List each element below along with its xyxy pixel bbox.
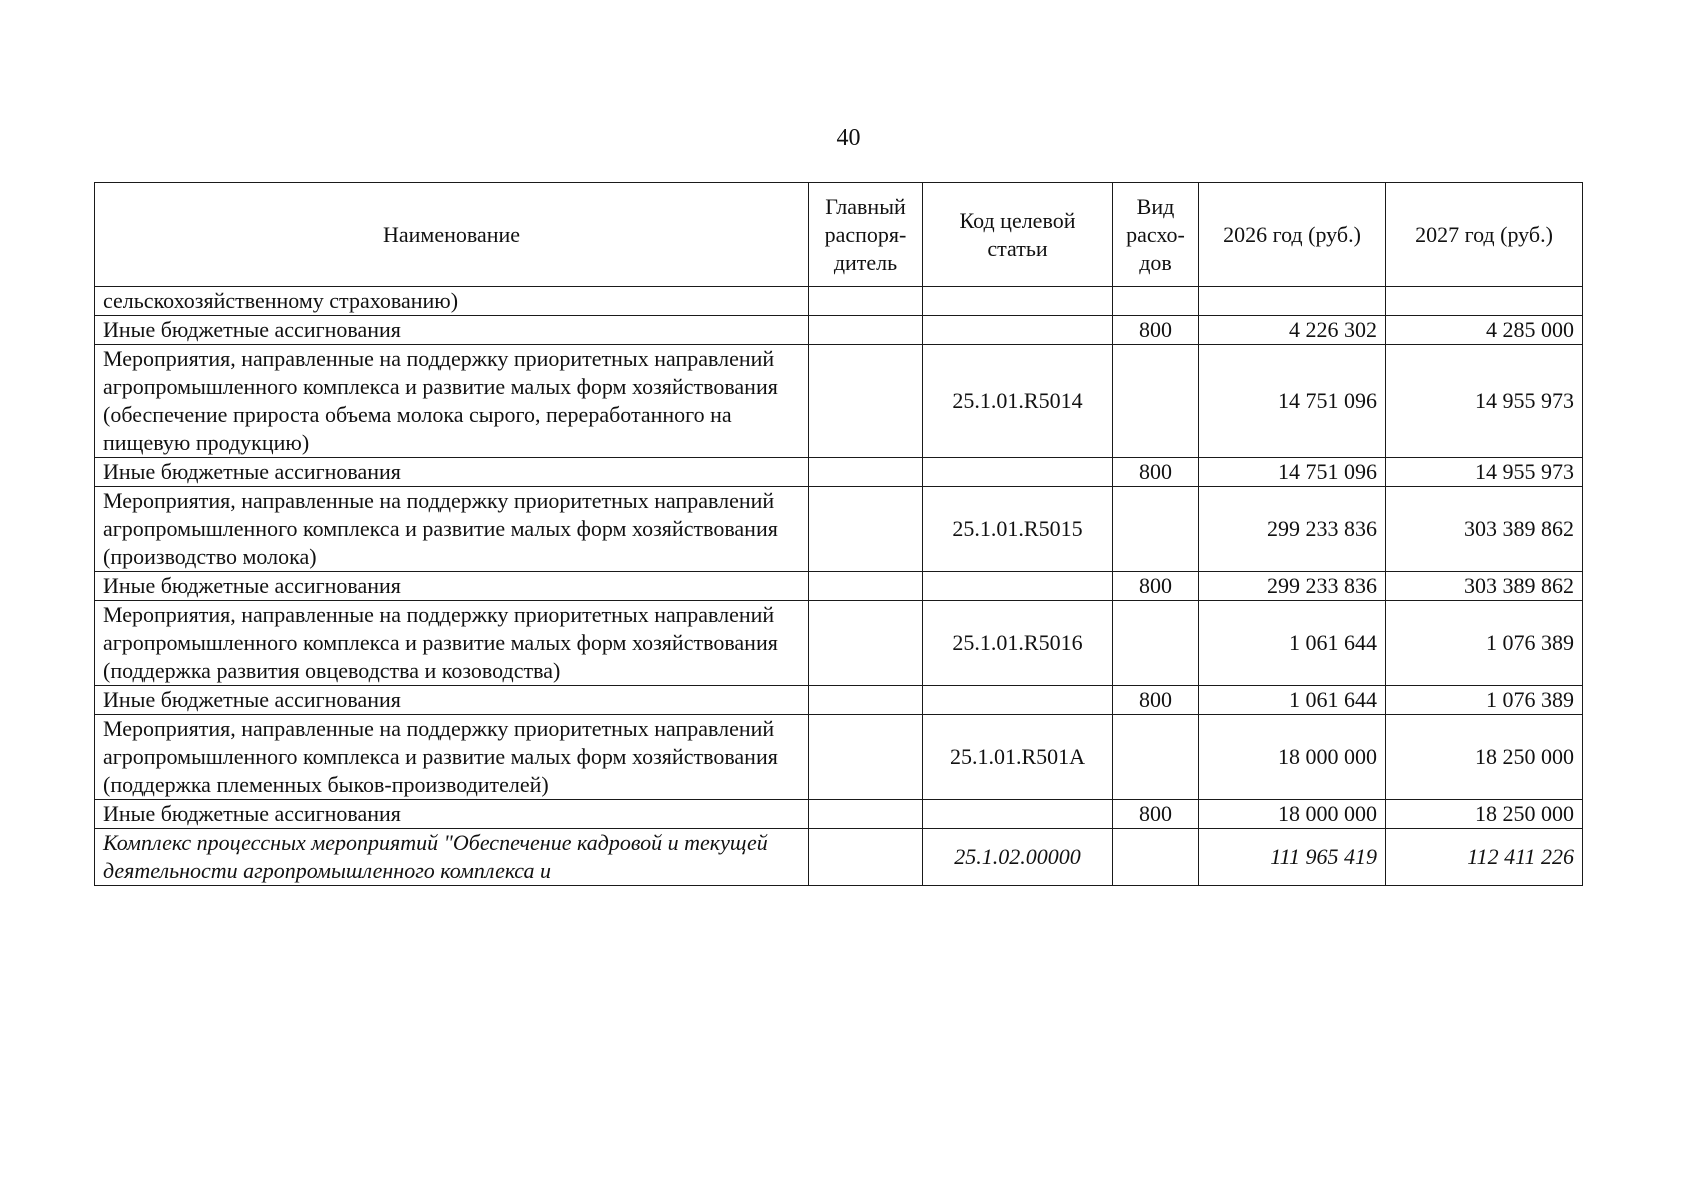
cell-manager (809, 572, 923, 601)
cell-2027: 303 389 862 (1386, 487, 1583, 572)
cell-code (923, 316, 1113, 345)
header-manager: Главный распоря-дитель (809, 183, 923, 287)
header-2026: 2026 год (руб.) (1199, 183, 1386, 287)
cell-code: 25.1.01.R5014 (923, 345, 1113, 458)
cell-type: 800 (1113, 686, 1199, 715)
cell-manager (809, 458, 923, 487)
cell-name: Мероприятия, направленные на поддержку приоритетных направлений агропромышленного комплекса и развитие малых форм хозяйствования (поддержка племенных быков-производителей) (95, 715, 809, 800)
cell-type (1113, 715, 1199, 800)
cell-code (923, 458, 1113, 487)
cell-type (1113, 487, 1199, 572)
cell-code (923, 686, 1113, 715)
cell-type: 800 (1113, 800, 1199, 829)
table-row (95, 487, 1583, 572)
cell-name: Иные бюджетные ассигнования (95, 572, 809, 601)
table-row (95, 572, 1583, 601)
cell-2026: 18 000 000 (1199, 800, 1386, 829)
cell-2027: 14 955 973 (1386, 345, 1583, 458)
cell-2026: 299 233 836 (1199, 572, 1386, 601)
cell-2026 (1199, 287, 1386, 316)
table-header-row (95, 183, 1583, 287)
cell-name: Иные бюджетные ассигнования (95, 458, 809, 487)
cell-name: Мероприятия, направленные на поддержку приоритетных направлений агропромышленного комплекса и развитие малых форм хозяйствования (производство молока) (95, 487, 809, 572)
cell-2026: 4 226 302 (1199, 316, 1386, 345)
cell-name: сельскохозяйственному страхованию) (95, 287, 809, 316)
cell-2027: 1 076 389 (1386, 686, 1583, 715)
cell-code (923, 287, 1113, 316)
cell-code (923, 800, 1113, 829)
table-row (95, 829, 1583, 886)
cell-type: 800 (1113, 572, 1199, 601)
cell-manager (809, 829, 923, 886)
cell-2026: 1 061 644 (1199, 686, 1386, 715)
cell-2027: 14 955 973 (1386, 458, 1583, 487)
cell-code (923, 572, 1113, 601)
cell-2026: 14 751 096 (1199, 458, 1386, 487)
cell-type (1113, 829, 1199, 886)
cell-type (1113, 287, 1199, 316)
cell-code: 25.1.02.00000 (923, 829, 1113, 886)
header-type: Вид расхо-дов (1113, 183, 1199, 287)
cell-name: Иные бюджетные ассигнования (95, 800, 809, 829)
header-2027: 2027 год (руб.) (1386, 183, 1583, 287)
table-row (95, 458, 1583, 487)
cell-name: Иные бюджетные ассигнования (95, 316, 809, 345)
cell-2026: 1 061 644 (1199, 601, 1386, 686)
header-name: Наименование (95, 183, 809, 287)
table-row (95, 601, 1583, 686)
cell-2027: 112 411 226 (1386, 829, 1583, 886)
cell-manager (809, 287, 923, 316)
cell-2027: 4 285 000 (1386, 316, 1583, 345)
budget-table (94, 182, 1583, 886)
cell-code: 25.1.01.R501A (923, 715, 1113, 800)
table-row (95, 800, 1583, 829)
cell-code: 25.1.01.R5016 (923, 601, 1113, 686)
cell-2027: 1 076 389 (1386, 601, 1583, 686)
cell-type: 800 (1113, 458, 1199, 487)
cell-2026: 111 965 419 (1199, 829, 1386, 886)
table-row (95, 287, 1583, 316)
cell-type (1113, 345, 1199, 458)
cell-2026: 18 000 000 (1199, 715, 1386, 800)
cell-2027: 18 250 000 (1386, 715, 1583, 800)
table-row (95, 345, 1583, 458)
cell-name: Иные бюджетные ассигнования (95, 686, 809, 715)
header-code: Код целевой статьи (923, 183, 1113, 287)
cell-2027: 303 389 862 (1386, 572, 1583, 601)
cell-2027: 18 250 000 (1386, 800, 1583, 829)
cell-manager (809, 345, 923, 458)
cell-name: Комплекс процессных мероприятий "Обеспечение кадровой и текущей деятельности агропромышленного комплекса и (95, 829, 809, 886)
cell-name: Мероприятия, направленные на поддержку приоритетных направлений агропромышленного комплекса и развитие малых форм хозяйствования (поддержка развития овцеводства и козоводства) (95, 601, 809, 686)
cell-manager (809, 316, 923, 345)
cell-type: 800 (1113, 316, 1199, 345)
cell-code: 25.1.01.R5015 (923, 487, 1113, 572)
cell-name: Мероприятия, направленные на поддержку приоритетных направлений агропромышленного комплекса и развитие малых форм хозяйствования (обеспечение прироста объема молока сырого, переработанного на пищевую продукцию) (95, 345, 809, 458)
cell-2027 (1386, 287, 1583, 316)
cell-manager (809, 715, 923, 800)
cell-manager (809, 800, 923, 829)
cell-2026: 14 751 096 (1199, 345, 1386, 458)
page-number: 40 (836, 125, 861, 151)
cell-manager (809, 487, 923, 572)
cell-manager (809, 686, 923, 715)
table-row (95, 686, 1583, 715)
cell-type (1113, 601, 1199, 686)
cell-2026: 299 233 836 (1199, 487, 1386, 572)
cell-manager (809, 601, 923, 686)
table-row (95, 316, 1583, 345)
table-row (95, 715, 1583, 800)
